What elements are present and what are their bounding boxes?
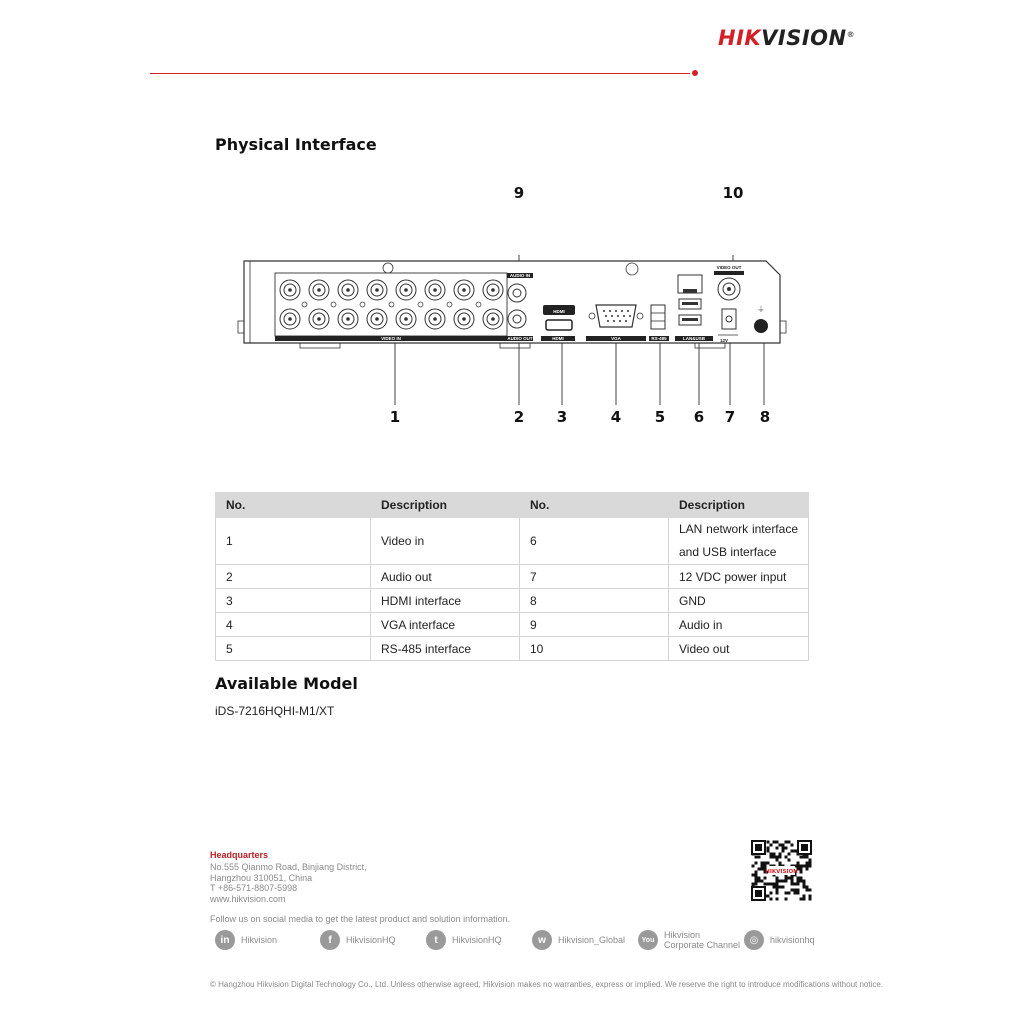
- table-header-row: [216, 493, 809, 518]
- social-linkedin[interactable]: [215, 930, 277, 950]
- section-title: Physical Interface: [215, 135, 377, 154]
- social-facebook[interactable]: [320, 930, 396, 950]
- twitter-icon: t: [426, 930, 446, 950]
- header-description-2: Description: [669, 493, 809, 518]
- header-rule: [150, 73, 690, 74]
- label-power: 12V: [719, 338, 729, 343]
- cell-no: 5: [216, 637, 371, 661]
- callout-4: 4: [610, 408, 622, 426]
- copyright-notice: © Hangzhou Hikvision Digital Technology Co., Ltd. Unless otherwise agreed, Hikvision makes no warranties, express or implied. We reserve the right to introduce modifications without notice.: [210, 980, 884, 989]
- social-label-line-2: Corporate Channel: [664, 940, 741, 950]
- hikvision-logo: [718, 26, 855, 50]
- social-instagram[interactable]: [744, 930, 815, 950]
- cell-description-line-1: LAN network interface: [679, 522, 798, 536]
- cell-description: [669, 518, 809, 565]
- dvr-rear-panel-figure: [230, 255, 795, 405]
- table-row: [216, 589, 809, 613]
- interface-table: [215, 492, 809, 661]
- cell-no: 8: [520, 589, 669, 613]
- label-lan-usb: LAN&USB: [683, 336, 705, 341]
- follow-text: Follow us on social media to get the latest product and solution information.: [210, 914, 511, 924]
- website-line[interactable]: www.hikvision.com: [210, 893, 286, 904]
- instagram-icon: ◎: [744, 930, 764, 950]
- social-label: HikvisionHQ: [452, 935, 502, 945]
- cell-no: 1: [216, 518, 371, 565]
- callout-3: 3: [556, 408, 568, 426]
- social-label: Hikvision_Global: [558, 935, 626, 945]
- logo-accent-text: HIK: [718, 26, 762, 50]
- logo-rest-text: VISION: [761, 26, 847, 50]
- cell-description: VGA interface: [371, 613, 520, 637]
- qr-caption: HIKVISION: [765, 869, 798, 875]
- headquarters-address: [210, 862, 367, 904]
- header-description-1: Description: [371, 493, 520, 518]
- header-no-1: No.: [216, 493, 371, 518]
- label-vga: VGA: [611, 336, 621, 341]
- callout-8: 8: [759, 408, 771, 426]
- social-label: HikvisionHQ: [346, 935, 396, 945]
- social-label: hikvisionhq: [770, 935, 815, 945]
- callout-6: 6: [693, 408, 705, 426]
- wechat-icon: w: [532, 930, 552, 950]
- cell-description: 12 VDC power input: [669, 565, 809, 589]
- model-number: iDS-7216HQHI-M1/XT: [215, 704, 335, 718]
- qr-code[interactable]: [751, 840, 812, 901]
- header-no-2: No.: [520, 493, 669, 518]
- label-hdmi: HDMI: [552, 336, 564, 341]
- label-video-in: VIDEO IN: [381, 336, 401, 341]
- cell-description-line-2: and USB interface: [679, 545, 777, 559]
- social-label-group: [664, 930, 740, 950]
- cell-description: HDMI interface: [371, 589, 520, 613]
- gnd-terminal: [754, 319, 768, 333]
- address-line: Hangzhou 310051, China: [210, 872, 313, 883]
- label-hdmi-logo: HDMI: [553, 309, 565, 314]
- table-row: [216, 565, 809, 589]
- facebook-icon: f: [320, 930, 340, 950]
- callout-7: 7: [724, 408, 736, 426]
- cell-no: 3: [216, 589, 371, 613]
- callout-2: 2: [513, 408, 525, 426]
- label-audio-in: AUDIO IN: [509, 273, 531, 278]
- svg-text:⏚: ⏚: [757, 305, 765, 314]
- label-video-out: VIDEO OUT: [716, 265, 742, 270]
- table-row: [216, 613, 809, 637]
- cell-no: 4: [216, 613, 371, 637]
- callout-1: 1: [389, 408, 401, 426]
- cell-description: Video out: [669, 637, 809, 661]
- logo-registered: ®: [846, 30, 856, 39]
- social-label: Hikvision: [664, 930, 701, 940]
- cell-no: 10: [520, 637, 669, 661]
- header-rule-dot: [692, 70, 698, 76]
- table-row: [216, 518, 809, 565]
- address-line: No.555 Qianmo Road, Binjiang District,: [210, 862, 367, 872]
- linkedin-icon: in: [215, 930, 235, 950]
- callout-10: 10: [722, 184, 744, 202]
- social-label: Hikvision: [241, 935, 278, 945]
- cell-description: Video in: [371, 518, 520, 565]
- phone-line: T +86-571-8807-5998: [210, 883, 298, 893]
- cell-description: Audio in: [669, 613, 809, 637]
- callout-5: 5: [654, 408, 666, 426]
- label-rs485: RS-485: [651, 336, 667, 341]
- social-wechat[interactable]: [532, 930, 625, 950]
- table-row: [216, 637, 809, 661]
- callout-9: 9: [513, 184, 525, 202]
- youtube-icon: You: [638, 930, 658, 950]
- cell-description: Audio out: [371, 565, 520, 589]
- social-youtube[interactable]: [638, 930, 740, 950]
- cell-no: 9: [520, 613, 669, 637]
- cell-description: RS-485 interface: [371, 637, 520, 661]
- headquarters-title: Headquarters: [210, 850, 269, 860]
- available-model-title: Available Model: [215, 674, 358, 693]
- cell-no: 7: [520, 565, 669, 589]
- cell-no: 2: [216, 565, 371, 589]
- cell-no: 6: [520, 518, 669, 565]
- cell-description: GND: [669, 589, 809, 613]
- label-audio-out: AUDIO OUT: [507, 336, 533, 341]
- social-twitter[interactable]: [426, 930, 502, 950]
